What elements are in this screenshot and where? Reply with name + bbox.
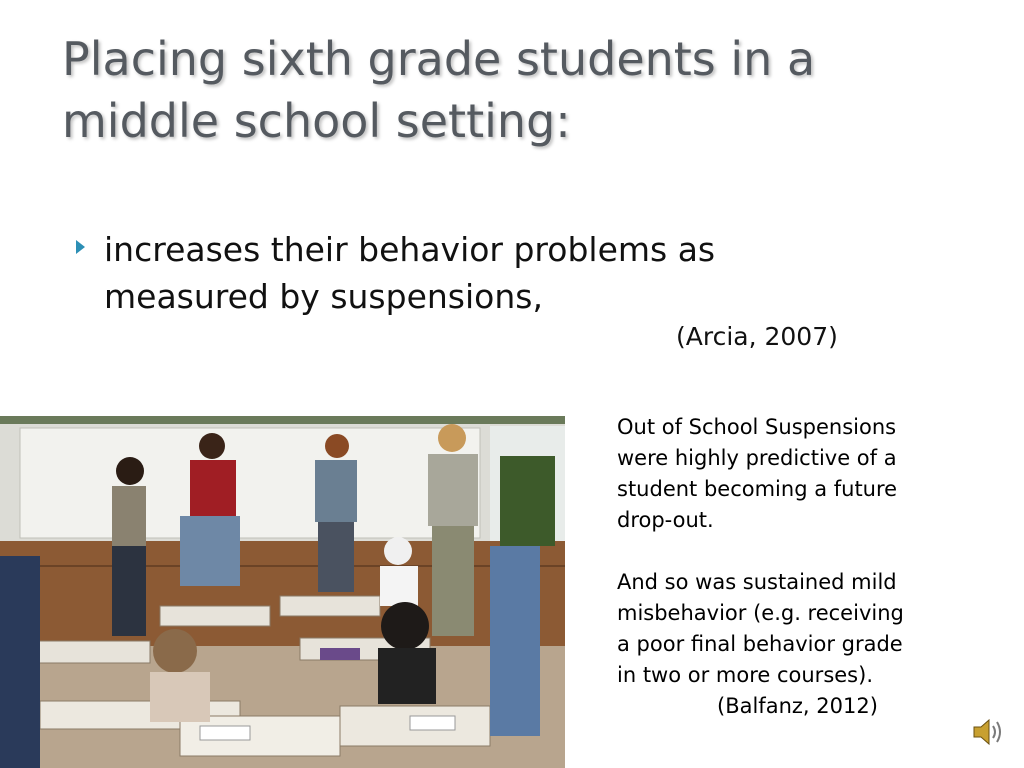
bullet-text — [104, 226, 834, 320]
side-para-1 — [617, 412, 977, 536]
side-para-2 — [617, 567, 977, 691]
triangle-bullet-icon — [76, 240, 85, 254]
citation-arcia: (Arcia, 2007) — [676, 322, 838, 351]
side-para-2-line-4: in two or more courses). — [617, 663, 873, 687]
side-para-2-line-1: And so was sustained mild — [617, 570, 897, 594]
title-line-2: middle school setting: — [62, 94, 571, 148]
side-para-2-line-3: a poor final behavior grade — [617, 632, 903, 656]
side-para-2-line-2: misbehavior (e.g. receiving — [617, 601, 904, 625]
bullet-line-1: increases their behavior problems as — [104, 230, 716, 269]
citation-balfanz: (Balfanz, 2012) — [717, 694, 878, 718]
classroom-photo-illustration — [0, 416, 565, 768]
title-line-1: Placing sixth grade students in a — [62, 32, 816, 86]
side-text-box — [617, 412, 977, 722]
side-para-1-line-3: student becoming a future — [617, 477, 898, 501]
side-para-1-line-4: drop-out. — [617, 508, 714, 532]
slide-title — [62, 28, 962, 152]
speaker-icon[interactable] — [972, 716, 1008, 748]
classroom-photo — [0, 416, 565, 768]
side-para-1-line-2: were highly predictive of a — [617, 446, 897, 470]
bullet-line-2: measured by suspensions, — [104, 277, 543, 316]
side-para-1-line-1: Out of School Suspensions — [617, 415, 897, 439]
